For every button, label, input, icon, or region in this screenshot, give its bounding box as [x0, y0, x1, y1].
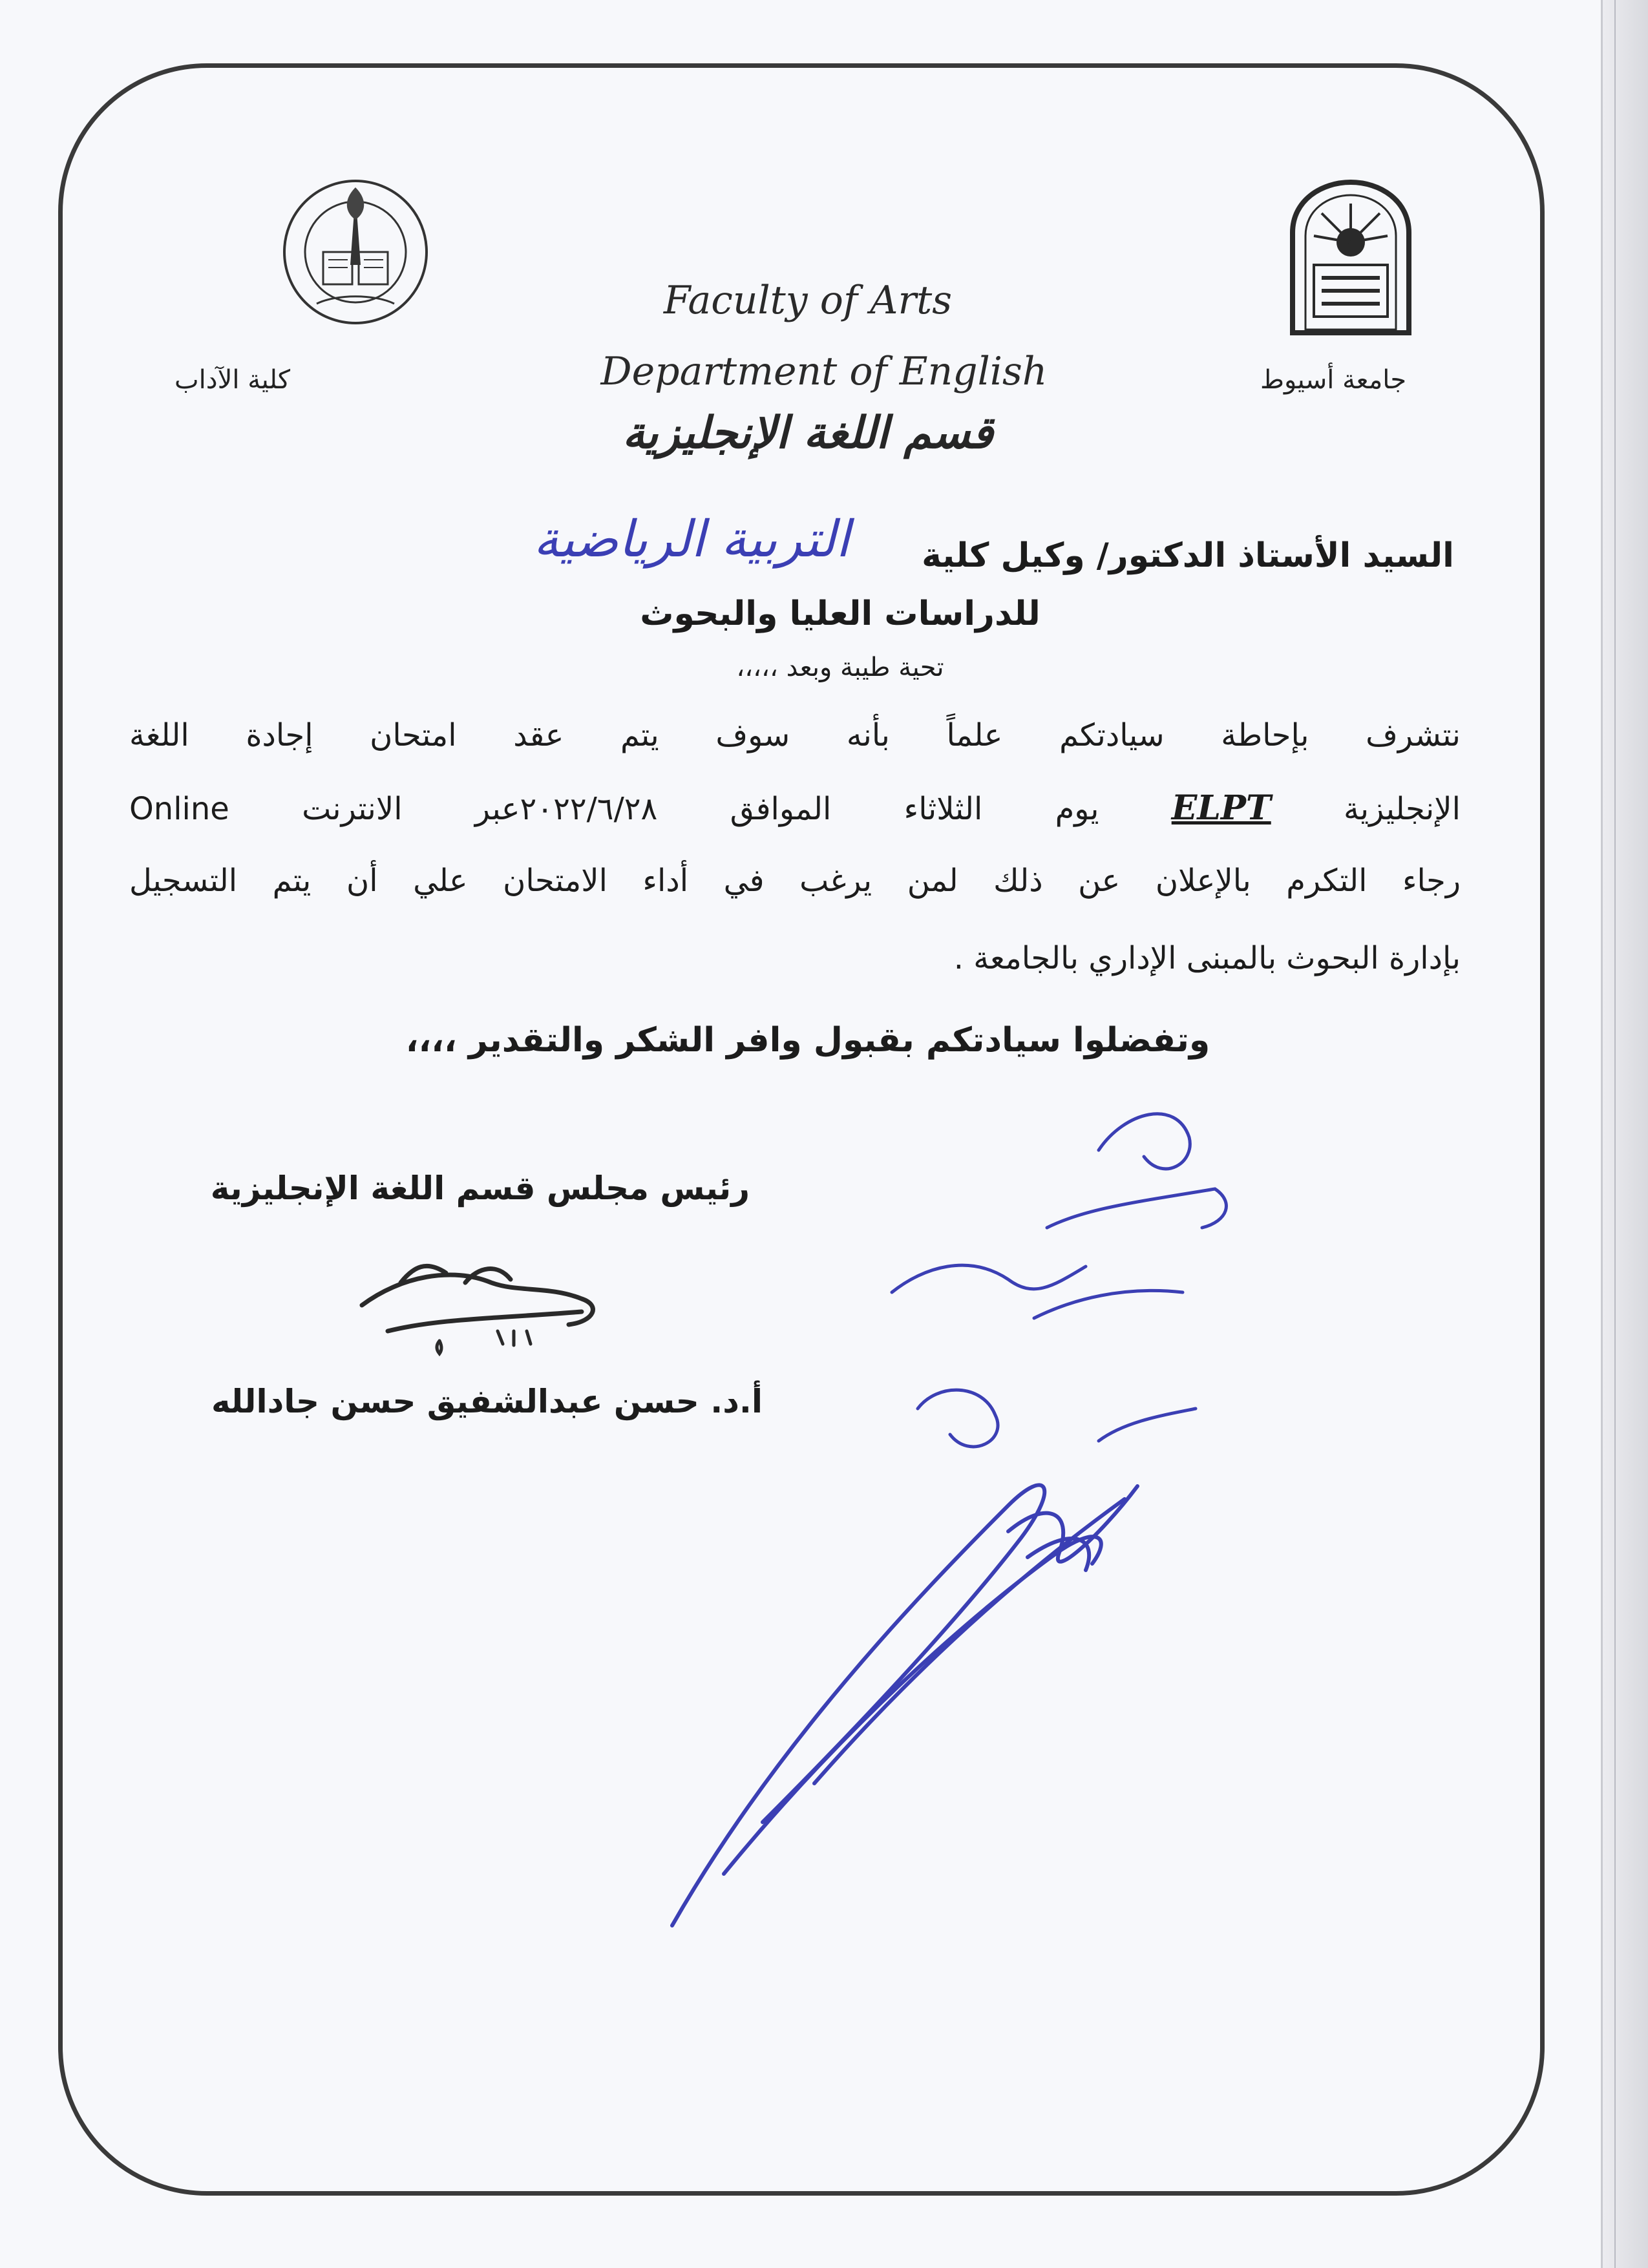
addressee-line: السيد الأستاذ الدكتور/ وكيل كلية: [922, 536, 1454, 575]
department-name-en: Department of English: [600, 349, 1048, 394]
exam-name: ELPT: [1171, 788, 1271, 828]
faculty-name-en: Faculty of Arts: [663, 278, 953, 323]
body-paragraph-line: بإدارة البحوث بالمبنى الإداري بالجامعة .: [953, 940, 1461, 976]
body-paragraph-line: رجاء التكرم بالإعلان عن ذلك لمن يرغب في أداء الامتحان علي أن يتم التسجيل: [129, 863, 1461, 899]
faculty-label-ar: كلية الآداب: [174, 365, 291, 395]
signatory-name: أ.د. حسن عبدالشفيق حسن جادالله: [211, 1383, 763, 1420]
handwritten-note-mark: [892, 1114, 1226, 1447]
body-text: الإنجليزية: [1343, 791, 1461, 827]
addressee-line-2: للدراسات العليا والبحوث: [640, 594, 1041, 633]
signatory-title: رئيس مجلس قسم اللغة الإنجليزية: [210, 1170, 750, 1207]
university-label-ar: جامعة أسيوط: [1260, 365, 1407, 395]
large-signature-mark: [672, 1485, 1137, 1926]
dean-signature-mark: [362, 1266, 593, 1354]
greeting: تحية طيبة وبعد ،،،،،: [736, 653, 944, 682]
body-paragraph-line: نتشرف بإحاطة سيادتكم علماً بأنه سوف يتم عقد امتحان إجادة اللغة: [129, 717, 1461, 753]
handwritten-college-name: التربية الرياضية: [533, 510, 850, 569]
closing-line: وتفضلوا سيادتكم بقبول وافر الشكر والتقدير ،،،،: [405, 1021, 1210, 1060]
department-name-ar: قسم اللغة الإنجليزية: [622, 407, 993, 459]
body-text: يوم الثلاثاء الموافق ٢٠٢٢/٦/٢٨عبر الانترنت Online: [129, 791, 1099, 827]
